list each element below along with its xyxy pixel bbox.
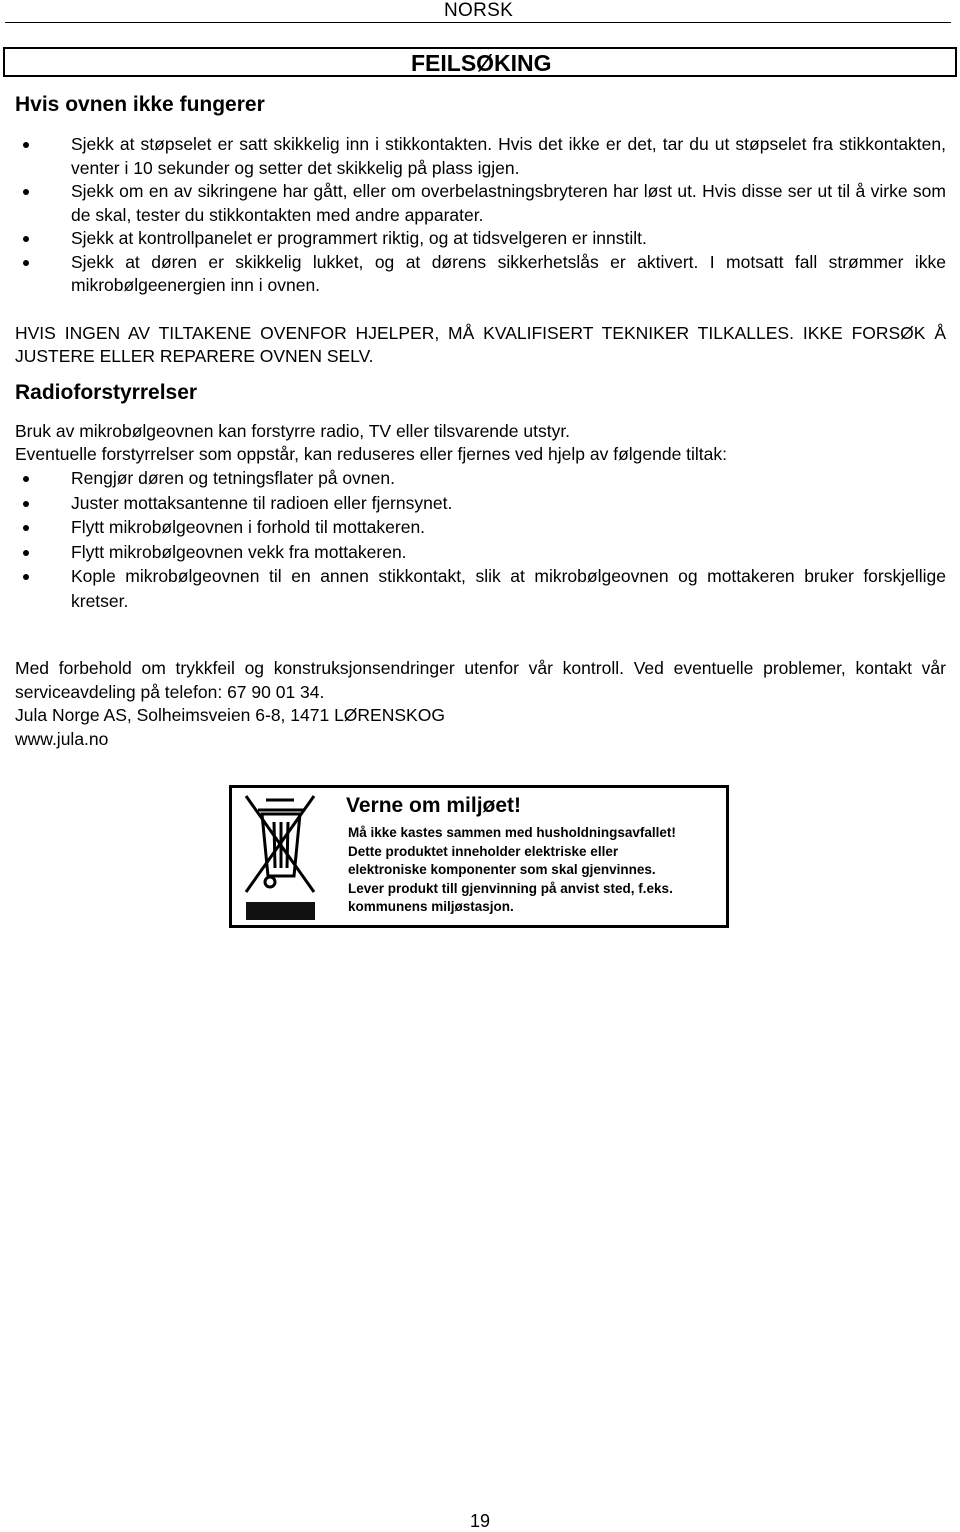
list-item: Sjekk at kontrollpanelet er programmert riktig, og at tidsvelgeren er innstilt. [15,227,946,251]
website-link[interactable]: www.jula.no [15,729,109,749]
radio-measures-list [15,466,946,613]
eco-label-line: Må ikke kastes sammen med husholdningsavfallet! [348,825,676,840]
radio-intro-1: Bruk av mikrobølgeovnen kan forstyrre radio, TV eller tilsvarende utstyr. [15,421,571,441]
eco-label-line: elektroniske komponenter som skal gjenvinnes. [348,862,656,877]
warning-text: HVIS INGEN AV TILTAKENE OVENFOR HJELPER, MÅ KVALIFISERT TEKNIKER TILKALLES. IKKE FORSØK Å JUSTERE ELLER REPARERE OVNEN SELV. [15,323,946,366]
eco-label-line: Lever produkt till gjenvinning på anvist sted, f.eks. [348,880,673,896]
list-item: Sjekk at støpselet er satt skikkelig inn i stikkontakten. Hvis det ikke er det, tar du ut støpselet fra stikkontakten, venter i 10 sekunder og setter det skikkelig på plass igjen. [15,133,946,180]
list-item: Flytt mikrobølgeovnen vekk fra mottakeren. [15,540,946,565]
list-item: Flytt mikrobølgeovnen i forhold til mottakeren. [15,515,946,540]
company-address: Jula Norge AS, Solheimsveien 6-8, 1471 LØRENSKOG [15,705,445,725]
section-heading-troubleshooting: Hvis ovnen ikke fungerer [15,93,265,116]
list-item: Juster mottaksantenne til radioen eller fjernsynet. [15,491,946,516]
header-rule [5,22,951,23]
list-item: Rengjør døren og tetningsflater på ovnen. [15,466,946,491]
troubleshooting-list [15,133,946,298]
page-title: FEILSØKING [411,50,552,76]
list-item: Kople mikrobølgeovnen til en annen stikkontakt, slik at mikrobølgeovnen og mottakeren bruker forskjellige kretser. [15,564,946,613]
header-language: NORSK [444,0,514,21]
eco-label-bar [246,902,315,920]
eco-label-title: Verne om miljøet! [346,794,522,817]
eco-label [229,785,729,928]
eco-label-text [348,824,676,917]
title-box [3,47,957,77]
page-number: 19 [470,1511,491,1531]
eco-label-line: Dette produktet inneholder elektriske eller [348,843,619,859]
list-item: Sjekk at døren er skikkelig lukket, og at dørens sikkerhetslås er aktivert. I motsatt fall strømmer ikke mikrobølgeenergien inn i ovnen. [15,251,946,298]
crossed-out-wheelie-bin-icon [240,792,320,900]
radio-intro-2: Eventuelle forstyrrelser som oppstår, kan reduseres eller fjernes ved hjelp av følgende tiltak: [15,444,728,464]
disclaimer-text: Med forbehold om trykkfeil og konstruksjonsendringer utenfor vår kontroll. Ved eventuelle problemer, kontakt vår serviceavdeling på telefon: 67 90 01 34. [15,658,946,702]
section-heading-radio: Radioforstyrrelser [15,381,198,404]
eco-label-line: kommunens miljøstasjon. [348,899,514,914]
list-item: Sjekk om en av sikringene har gått, eller om overbelastningsbryteren har løst ut. Hvis disse ser ut til å virke som de skal, tester du stikkontakten med andre apparater. [15,180,946,227]
